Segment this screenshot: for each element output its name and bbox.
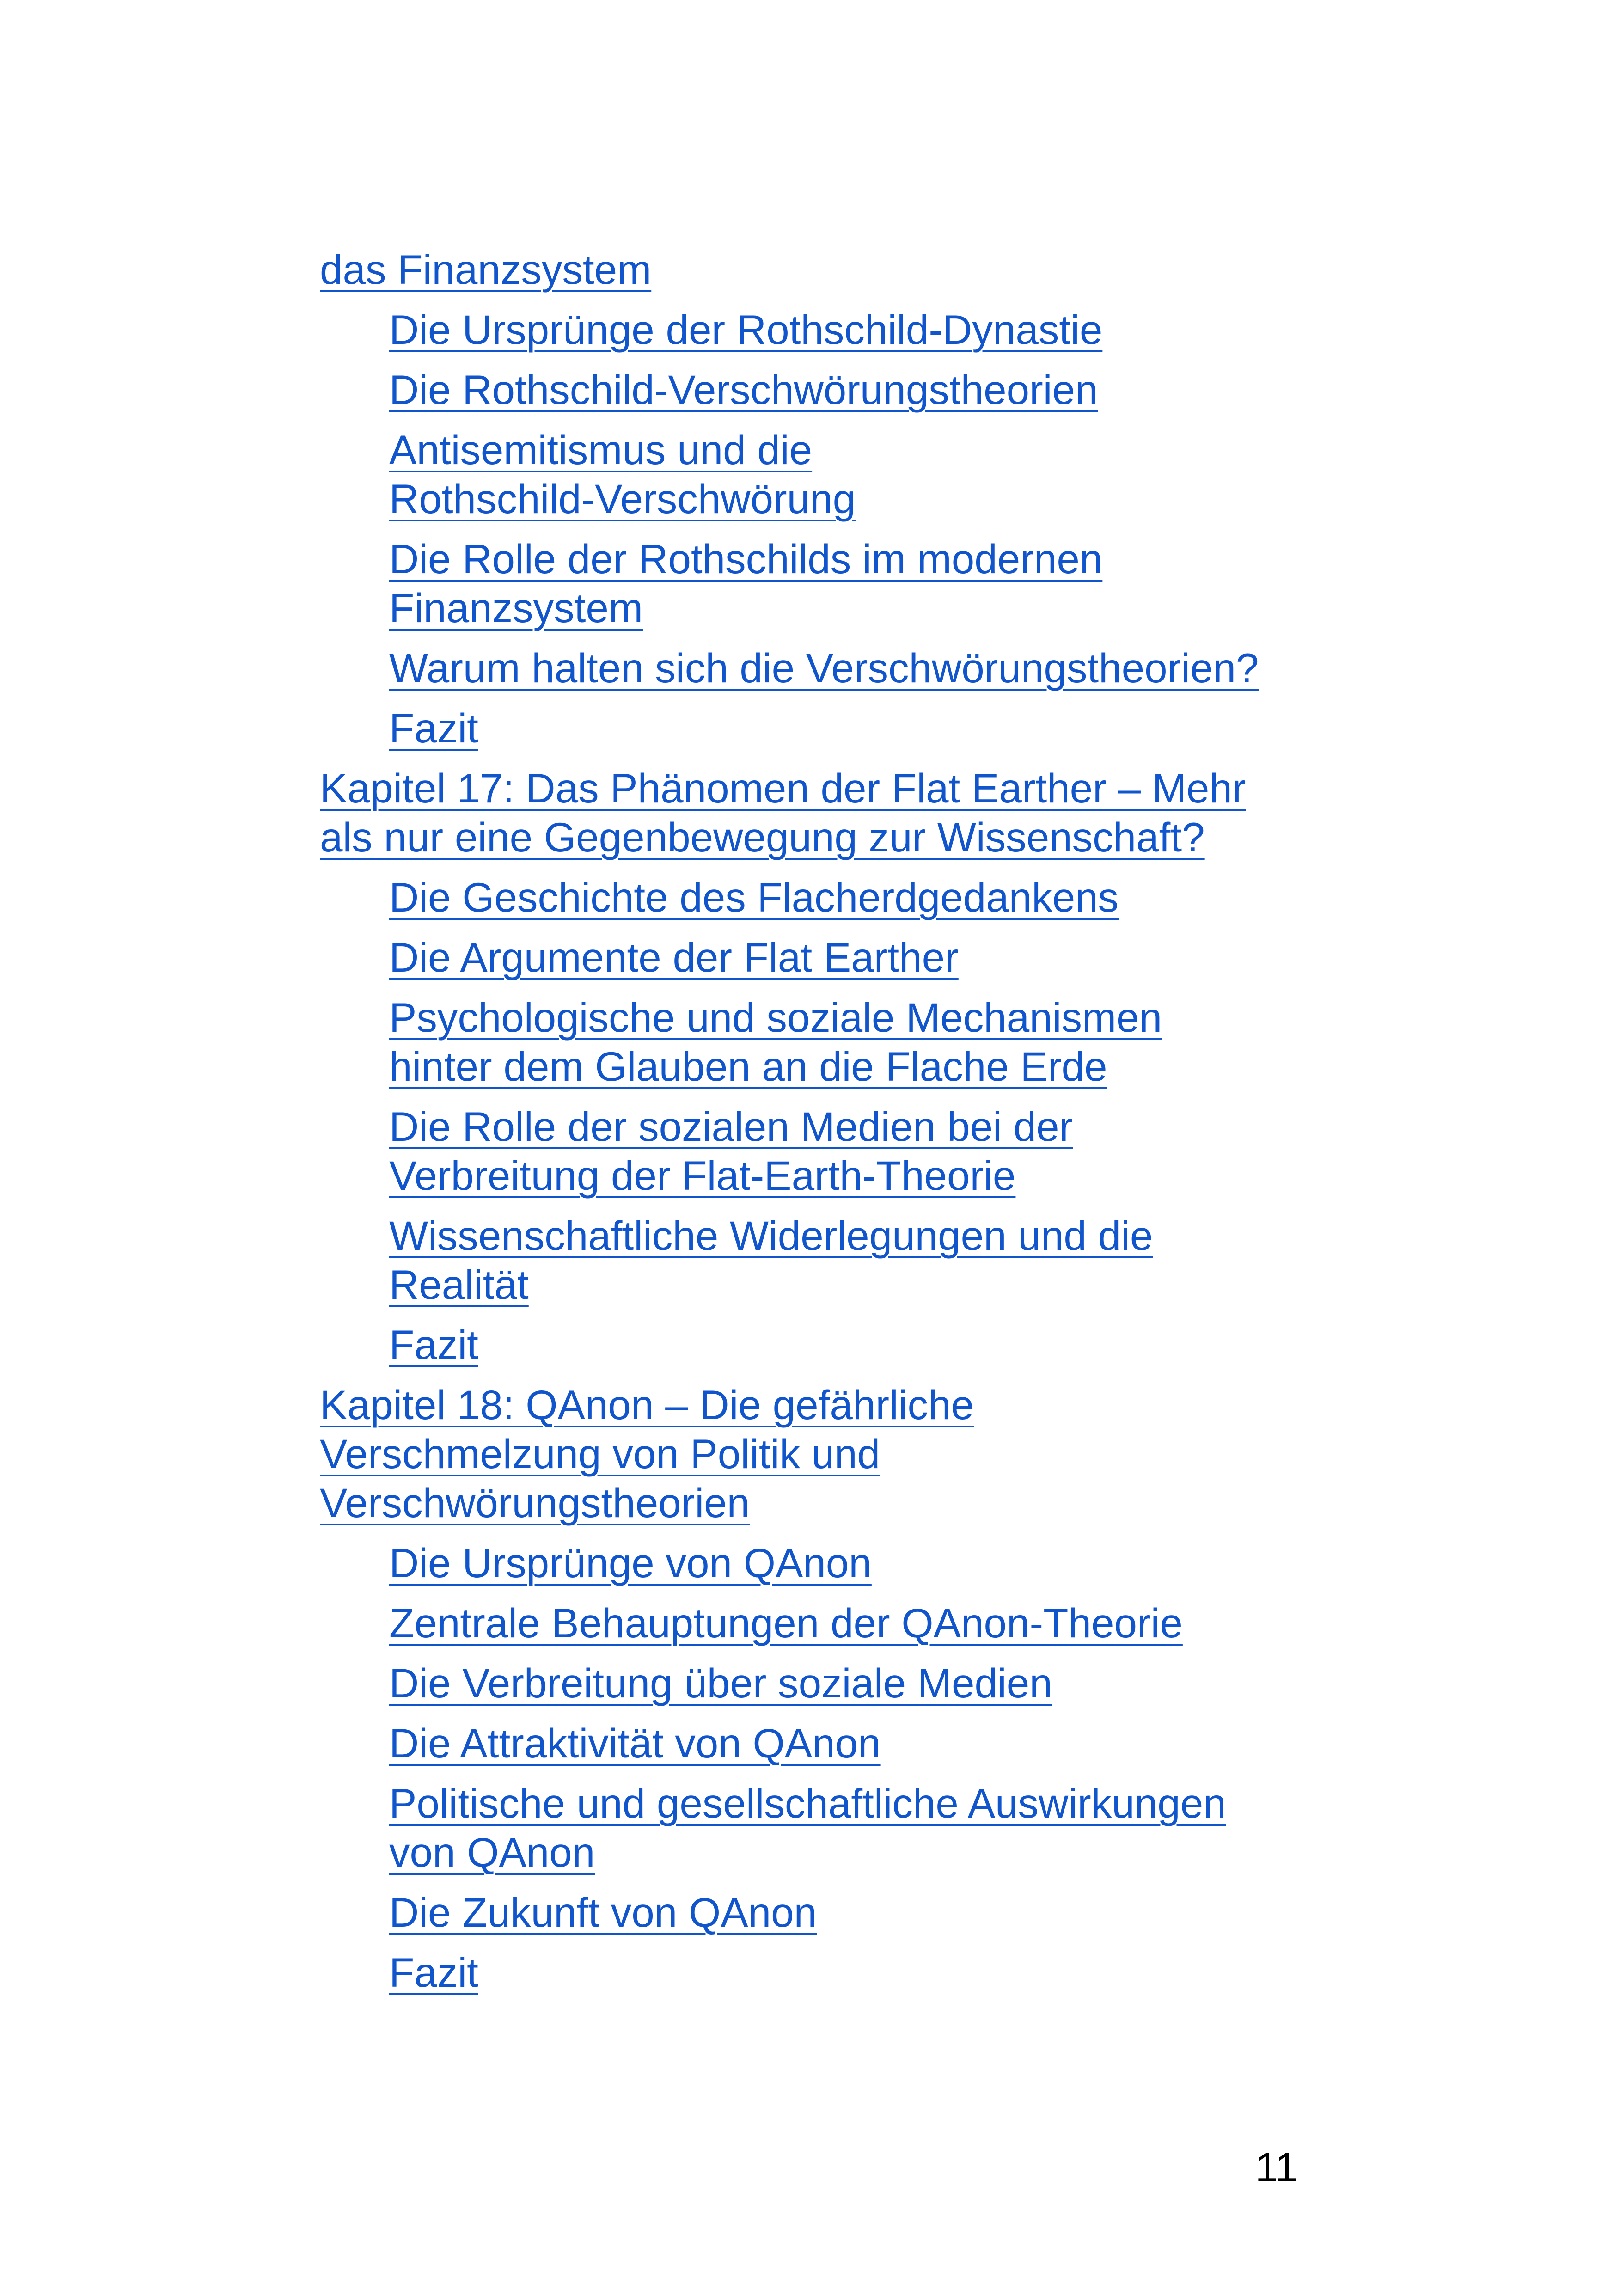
toc-entry-psychologische-mechanismen bbox=[389, 993, 1221, 1091]
table-of-contents bbox=[320, 245, 1327, 2008]
toc-link[interactable]: Die Attraktivität von QAnon bbox=[389, 1720, 881, 1766]
toc-link[interactable]: Die Argumente der Flat Earther bbox=[389, 934, 959, 980]
toc-link[interactable]: Die Ursprünge von QAnon bbox=[389, 1540, 872, 1586]
toc-link[interactable]: Kapitel 17: Das Phänomen der Flat Earther – Mehr als nur eine Gegenbewegung zur Wissenschaft? bbox=[320, 765, 1246, 860]
toc-link[interactable]: das Finanzsystem bbox=[320, 246, 652, 293]
toc-link[interactable]: Die Rothschild-Verschwörungstheorien bbox=[389, 367, 1098, 413]
toc-entry-urspruenge-qanon bbox=[389, 1538, 1327, 1587]
toc-link[interactable]: Fazit bbox=[389, 705, 478, 751]
toc-entry-verbreitung-soziale-medien bbox=[389, 1659, 1327, 1708]
toc-entry-antisemitismus bbox=[389, 425, 884, 523]
toc-link[interactable]: Die Rolle der sozialen Medien bei der Verbreitung der Flat-Earth-Theorie bbox=[389, 1103, 1073, 1199]
toc-entry-kapitel-18 bbox=[320, 1380, 999, 1527]
toc-link[interactable]: Die Geschichte des Flacherdgedankens bbox=[389, 874, 1119, 920]
toc-entry-geschichte-flacherdgedanken bbox=[389, 873, 1327, 922]
toc-entry-argumente-flat-earther bbox=[389, 933, 1327, 982]
toc-entry-fazit-16 bbox=[389, 704, 1327, 753]
toc-link[interactable]: Fazit bbox=[389, 1949, 478, 1996]
toc-link[interactable]: Warum halten sich die Verschwörungstheorien? bbox=[389, 645, 1259, 691]
toc-entry-rolle-rothschilds bbox=[389, 534, 1129, 632]
toc-link[interactable]: Die Zukunft von QAnon bbox=[389, 1889, 817, 1935]
toc-link[interactable]: Die Verbreitung über soziale Medien bbox=[389, 1660, 1052, 1706]
toc-entry-attraktivitaet-qanon bbox=[389, 1719, 1327, 1768]
toc-entry-urspruenge-rothschild-dynastie bbox=[389, 305, 1327, 354]
toc-entry-rolle-sozialen-medien bbox=[389, 1102, 1138, 1200]
page-number: 11 bbox=[1255, 2144, 1298, 2190]
toc-entry-zentrale-behauptungen bbox=[389, 1598, 1327, 1647]
toc-link[interactable]: Die Ursprünge der Rothschild-Dynastie bbox=[389, 306, 1103, 353]
toc-entry-warum-halten-sich bbox=[389, 643, 1327, 692]
toc-link[interactable]: Kapitel 18: QAnon – Die gefährliche Verschmelzung von Politik und Verschwörungstheorien bbox=[320, 1382, 974, 1526]
toc-entry-zukunft-qanon bbox=[389, 1888, 1327, 1937]
toc-link[interactable]: Die Rolle der Rothschilds im modernen Finanzsystem bbox=[389, 536, 1103, 631]
toc-entry-wissenschaftliche-widerlegungen bbox=[389, 1211, 1212, 1309]
toc-entry-das-finanzsystem bbox=[320, 245, 1327, 294]
toc-link[interactable]: Antisemitismus und die Rothschild-Verschwörung bbox=[389, 427, 856, 522]
toc-entry-kapitel-17 bbox=[320, 764, 1300, 862]
toc-link[interactable]: Fazit bbox=[389, 1322, 478, 1368]
toc-link[interactable]: Politische und gesellschaftliche Auswirkungen von QAnon bbox=[389, 1780, 1226, 1875]
toc-link[interactable]: Psychologische und soziale Mechanismen hinter dem Glauben an die Flache Erde bbox=[389, 994, 1162, 1090]
toc-entry-politische-auswirkungen bbox=[389, 1779, 1258, 1877]
toc-link[interactable]: Zentrale Behauptungen der QAnon-Theorie bbox=[389, 1600, 1183, 1646]
toc-entry-fazit-17 bbox=[389, 1320, 1327, 1369]
toc-entry-fazit-18 bbox=[389, 1948, 1327, 1997]
toc-link[interactable]: Wissenschaftliche Widerlegungen und die Realität bbox=[389, 1212, 1153, 1308]
toc-entry-rothschild-verschwoerungstheorien bbox=[389, 365, 1327, 414]
